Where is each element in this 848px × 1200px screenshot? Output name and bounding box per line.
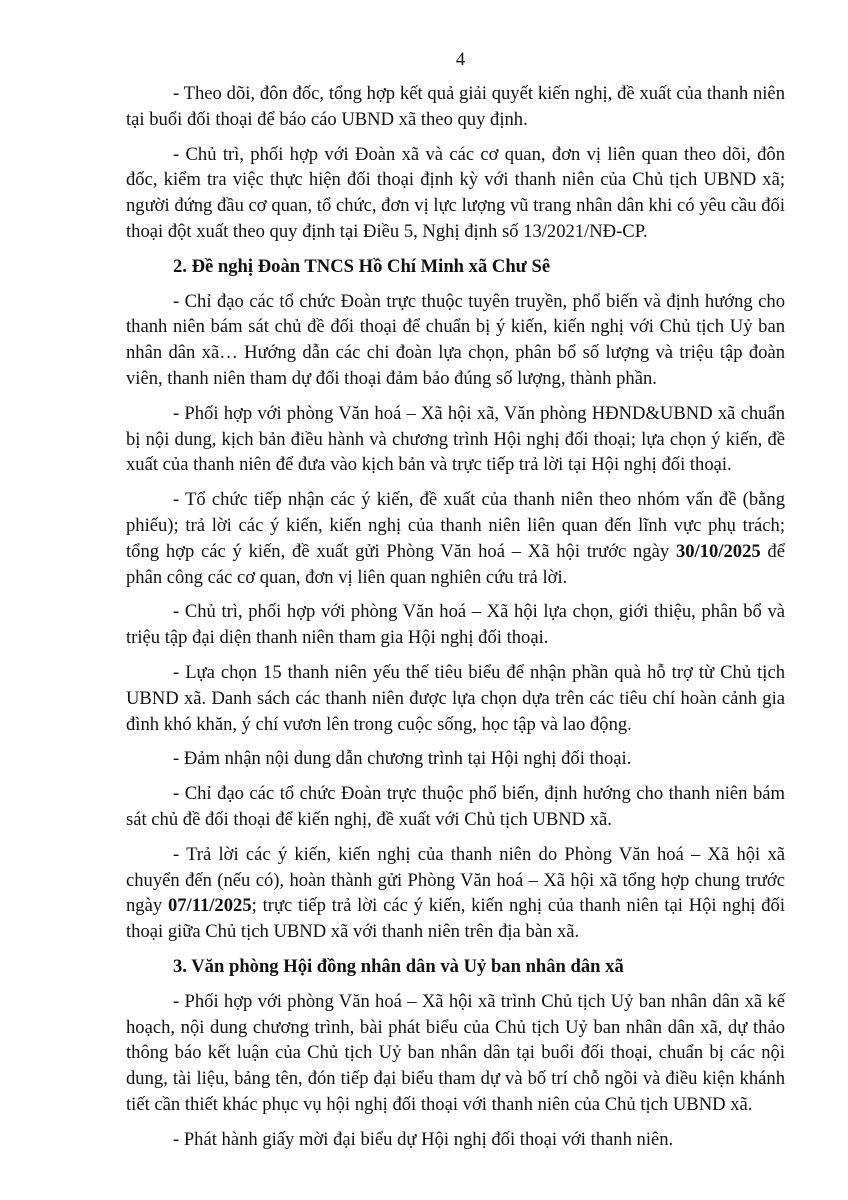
paragraph <box>126 781 785 833</box>
bold-text: 2. Đề nghị Đoàn TNCS Hồ Chí Minh xã Chư Sê <box>173 255 551 277</box>
text-segment: - Theo dõi, đôn đốc, tổng hợp kết quả giải quyết kiến nghị, đề xuất của thanh niên tại buổi đối thoại để báo cáo UBND xã theo quy định. <box>126 83 785 130</box>
text-segment: - Phối hợp với phòng Văn hoá – Xã hội xã, Văn phòng HĐND&UBND xã chuẩn bị nội dung, kịch bản điều hành và chương trình Hội nghị đối thoại; lựa chọn ý kiến, đề xuất của thanh niên để đưa vào kịch bản và trực tiếp trả lời tại Hội nghị đối thoại. <box>126 402 785 476</box>
text-segment: - Chủ trì, phối hợp với Đoàn xã và các cơ quan, đơn vị liên quan theo dõi, đôn đốc, kiểm tra việc thực hiện đối thoại định kỳ với thanh niên của Chủ tịch UBND xã; người đứng đầu cơ quan, tổ chức, đơn vị lực lượng vũ trang nhân dân khi có yêu cầu đối thoại đột xuất theo quy định tại Điều 5, Nghị định số 13/2021/NĐ-CP. <box>126 143 785 242</box>
paragraph <box>126 289 785 392</box>
paragraph <box>126 1127 785 1153</box>
document-body <box>126 81 785 1152</box>
paragraph <box>126 142 785 245</box>
page-number: 4 <box>455 49 466 70</box>
text-segment: để phân công các cơ quan, đơn vị liên quan nghiên cứu trả lời. <box>126 540 785 588</box>
bold-text: 30/10/2025 <box>675 540 761 562</box>
paragraph <box>126 487 785 590</box>
text-segment: - Đảm nhận nội dung dẫn chương trình tại Hội nghị đối thoại. <box>173 748 632 770</box>
section-heading <box>126 254 785 280</box>
paragraph <box>126 660 785 737</box>
section-heading <box>126 954 785 980</box>
text-segment: - Phát hành giấy mời đại biểu dự Hội nghị đối thoại với thanh niên. <box>173 1128 674 1150</box>
text-segment: - Chủ trì, phối hợp với phòng Văn hoá – Xã hội lựa chọn, giới thiệu, phân bổ và triệu tập đại diện thanh niên tham gia Hội nghị đối thoại. <box>126 601 785 649</box>
text-segment: - Lựa chọn 15 thanh niên yếu thế tiêu biểu để nhận phần quà hỗ trợ từ Chủ tịch UBND xã. Danh sách các thanh niên được lựa chọn dựa trên các tiêu chí hoàn cảnh gia đình khó khăn, ý chí vươn lên trong cuộc sống, học tập và lao động. <box>126 661 785 735</box>
paragraph <box>126 401 785 478</box>
bold-text: 3. Văn phòng Hội đồng nhân dân và Uỷ ban nhân dân xã <box>173 955 624 977</box>
text-segment: - Chỉ đạo các tổ chức Đoàn trực thuộc phổ biến, định hướng cho thanh niên bám sát chủ đề đối thoại để kiến nghị, đề xuất với Chủ tịch UBND xã. <box>126 783 785 830</box>
paragraph <box>126 842 785 945</box>
paragraph <box>126 989 785 1118</box>
text-segment: - Tổ chức tiếp nhận các ý kiến, đề xuất của thanh niên theo nhóm vấn đề (bằng phiếu); trả lời các ý kiến, kiến nghị của thanh niên liên quan đến lĩnh vực phụ trách; tổng hợp các ý kiến, đề xuất gửi Phòng Văn hoá – Xã hội trước ngày <box>126 489 785 562</box>
text-segment: - Phối hợp với phòng Văn hoá – Xã hội xã trình Chủ tịch Uỷ ban nhân dân xã kế hoạch, nội dung chương trình, bài phát biểu của Chủ tịch Uỷ ban nhân dân xã, dự thảo thông báo kết luận của Chủ tịch Uỷ ban nhân dân tại buổi đối thoại, chuẩn bị các nội dung, tài liệu, bảng tên, đón tiếp đại biểu tham dự và bố trí chỗ ngồi và điều kiện khánh tiết cần thiết khác phục vụ hội nghị đối thoại với thanh niên của Chủ tịch UBND xã. <box>126 990 785 1115</box>
text-segment: - Chỉ đạo các tổ chức Đoàn trực thuộc tuyên truyền, phổ biến và định hướng cho thanh niên bám sát chủ đề đối thoại để chuẩn bị ý kiến, kiến nghị với Chủ tịch Uỷ ban nhân dân xã… Hướng dẫn các chi đoàn lựa chọn, phân bổ số lượng và triệu tập đoàn viên, thanh niên tham dự đối thoại đảm bảo đúng số lượng, thành phần. <box>126 290 785 389</box>
paragraph <box>126 599 785 651</box>
text-segment: ; trực tiếp trả lời các ý kiến, kiến nghị của thanh niên tại Hội nghị đối thoại giữa Chủ tịch UBND xã với thanh niên trên địa bàn xã. <box>126 895 785 943</box>
paragraph <box>126 746 785 772</box>
bold-text: 07/11/2025 <box>167 895 252 917</box>
text-segment: - Trả lời các ý kiến, kiến nghị của thanh niên do Phòng Văn hoá – Xã hội xã chuyển đến (nếu có), hoàn thành gửi Phòng Văn hoá – Xã hội xã tổng hợp chung trước ngày <box>126 843 785 917</box>
paragraph <box>126 81 785 133</box>
